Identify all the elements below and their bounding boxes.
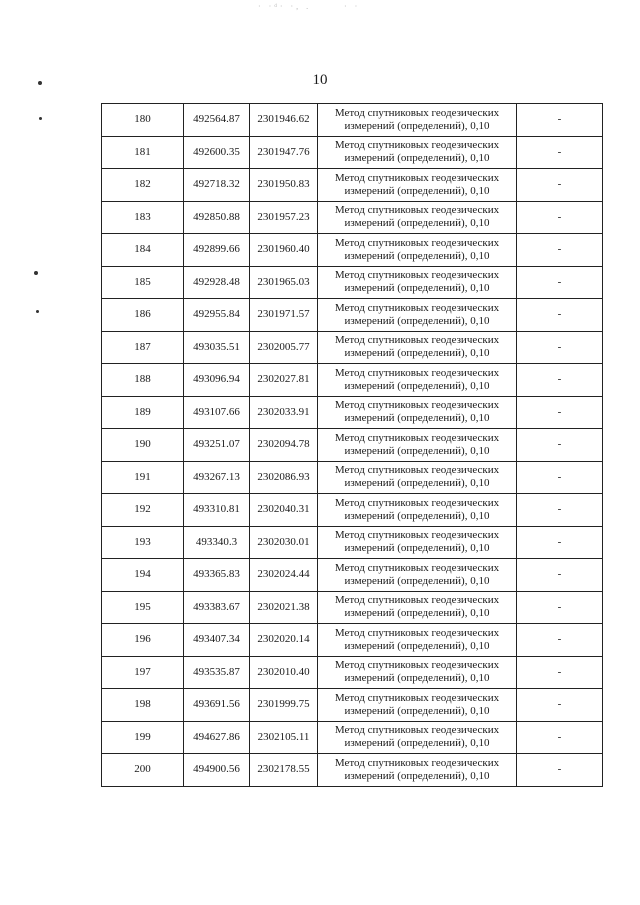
y-coordinate-cell: 2302040.31 [250, 494, 318, 527]
description-cell: - [517, 689, 603, 722]
method-cell [318, 169, 517, 202]
method-line-2: измерений (определений), 0,10 [344, 217, 490, 230]
table-row [102, 234, 603, 267]
method-line-1: Метод спутниковых геодезических [334, 659, 500, 672]
description-cell: - [517, 526, 603, 559]
table-row [102, 591, 603, 624]
method-cell [318, 396, 517, 429]
method-cell [318, 429, 517, 462]
table-row [102, 201, 603, 234]
x-coordinate-cell: 492928.48 [184, 266, 250, 299]
method-cell [318, 656, 517, 689]
method-line-2: измерений (определений), 0,10 [344, 119, 490, 132]
point-number-cell: 197 [102, 656, 184, 689]
method-line-2: измерений (определений), 0,10 [344, 347, 490, 360]
table-row [102, 266, 603, 299]
description-cell: - [517, 559, 603, 592]
x-coordinate-cell: 493340.3 [184, 526, 250, 559]
description-cell: - [517, 591, 603, 624]
x-coordinate-cell: 493535.87 [184, 656, 250, 689]
x-coordinate-cell: 492850.88 [184, 201, 250, 234]
point-number-cell: 195 [102, 591, 184, 624]
method-cell [318, 201, 517, 234]
method-line-1: Метод спутниковых геодезических [334, 561, 500, 574]
scan-speck [34, 271, 38, 275]
method-line-1: Метод спутниковых геодезических [334, 691, 500, 704]
y-coordinate-cell: 2301946.62 [250, 104, 318, 137]
method-line-2: измерений (определений), 0,10 [344, 574, 490, 587]
point-number-cell: 187 [102, 331, 184, 364]
y-coordinate-cell: 2302005.77 [250, 331, 318, 364]
scan-speck [36, 310, 39, 313]
point-number-cell: 191 [102, 461, 184, 494]
description-cell: - [517, 429, 603, 462]
method-line-2: измерений (определений), 0,10 [344, 672, 490, 685]
point-number-cell: 180 [102, 104, 184, 137]
table-row [102, 104, 603, 137]
method-cell [318, 364, 517, 397]
x-coordinate-cell: 492600.35 [184, 136, 250, 169]
y-coordinate-cell: 2301960.40 [250, 234, 318, 267]
method-line-2: измерений (определений), 0,10 [344, 477, 490, 490]
method-line-2: измерений (определений), 0,10 [344, 152, 490, 165]
y-coordinate-cell: 2302021.38 [250, 591, 318, 624]
table-row [102, 494, 603, 527]
method-line-2: измерений (определений), 0,10 [344, 379, 490, 392]
coordinates-table [101, 103, 603, 787]
table-row [102, 169, 603, 202]
point-number-cell: 189 [102, 396, 184, 429]
y-coordinate-cell: 2302030.01 [250, 526, 318, 559]
description-cell: - [517, 754, 603, 787]
point-number-cell: 199 [102, 721, 184, 754]
point-number-cell: 184 [102, 234, 184, 267]
method-cell [318, 299, 517, 332]
method-line-1: Метод спутниковых геодезических [334, 139, 500, 152]
table-row [102, 331, 603, 364]
table-row [102, 461, 603, 494]
description-cell: - [517, 396, 603, 429]
description-cell: - [517, 331, 603, 364]
method-line-1: Метод спутниковых геодезических [334, 171, 500, 184]
description-cell: - [517, 201, 603, 234]
method-line-1: Метод спутниковых геодезических [334, 204, 500, 217]
x-coordinate-cell: 493107.66 [184, 396, 250, 429]
table-row [102, 689, 603, 722]
x-coordinate-cell: 493267.13 [184, 461, 250, 494]
point-number-cell: 185 [102, 266, 184, 299]
point-number-cell: 200 [102, 754, 184, 787]
method-cell [318, 461, 517, 494]
description-cell: - [517, 234, 603, 267]
x-coordinate-cell: 494900.56 [184, 754, 250, 787]
description-cell: - [517, 136, 603, 169]
y-coordinate-cell: 2302027.81 [250, 364, 318, 397]
method-cell [318, 331, 517, 364]
method-line-1: Метод спутниковых геодезических [334, 594, 500, 607]
point-number-cell: 186 [102, 299, 184, 332]
x-coordinate-cell: 494627.86 [184, 721, 250, 754]
method-line-1: Метод спутниковых геодезических [334, 464, 500, 477]
method-line-1: Метод спутниковых геодезических [334, 431, 500, 444]
x-coordinate-cell: 493035.51 [184, 331, 250, 364]
method-cell [318, 591, 517, 624]
scan-artifact: · ·ᵈ· ·, . [258, 2, 312, 11]
method-cell [318, 234, 517, 267]
y-coordinate-cell: 2301947.76 [250, 136, 318, 169]
x-coordinate-cell: 492718.32 [184, 169, 250, 202]
method-line-2: измерений (определений), 0,10 [344, 249, 490, 262]
point-number-cell: 188 [102, 364, 184, 397]
method-line-2: измерений (определений), 0,10 [344, 412, 490, 425]
page-number: 10 [312, 72, 328, 88]
description-cell: - [517, 494, 603, 527]
method-line-2: измерений (определений), 0,10 [344, 704, 490, 717]
method-line-2: измерений (определений), 0,10 [344, 607, 490, 620]
table-row [102, 299, 603, 332]
y-coordinate-cell: 2302010.40 [250, 656, 318, 689]
method-line-2: измерений (определений), 0,10 [344, 737, 490, 750]
x-coordinate-cell: 493251.07 [184, 429, 250, 462]
point-number-cell: 194 [102, 559, 184, 592]
x-coordinate-cell: 493096.94 [184, 364, 250, 397]
method-line-2: измерений (определений), 0,10 [344, 542, 490, 555]
method-line-2: измерений (определений), 0,10 [344, 184, 490, 197]
table-row [102, 364, 603, 397]
description-cell: - [517, 461, 603, 494]
x-coordinate-cell: 492955.84 [184, 299, 250, 332]
y-coordinate-cell: 2302086.93 [250, 461, 318, 494]
y-coordinate-cell: 2302020.14 [250, 624, 318, 657]
method-cell [318, 526, 517, 559]
y-coordinate-cell: 2301965.03 [250, 266, 318, 299]
x-coordinate-cell: 492564.87 [184, 104, 250, 137]
y-coordinate-cell: 2302178.55 [250, 754, 318, 787]
y-coordinate-cell: 2302033.91 [250, 396, 318, 429]
table-row [102, 721, 603, 754]
method-line-1: Метод спутниковых геодезических [334, 724, 500, 737]
point-number-cell: 181 [102, 136, 184, 169]
point-number-cell: 192 [102, 494, 184, 527]
method-line-1: Метод спутниковых геодезических [334, 334, 500, 347]
description-cell: - [517, 624, 603, 657]
y-coordinate-cell: 2302094.78 [250, 429, 318, 462]
method-line-2: измерений (определений), 0,10 [344, 639, 490, 652]
description-cell: - [517, 299, 603, 332]
x-coordinate-cell: 493383.67 [184, 591, 250, 624]
table-row [102, 396, 603, 429]
method-cell [318, 689, 517, 722]
method-line-1: Метод спутниковых геодезических [334, 366, 500, 379]
point-number-cell: 182 [102, 169, 184, 202]
description-cell: - [517, 169, 603, 202]
table-row [102, 136, 603, 169]
method-cell [318, 494, 517, 527]
y-coordinate-cell: 2301999.75 [250, 689, 318, 722]
method-line-2: измерений (определений), 0,10 [344, 314, 490, 327]
x-coordinate-cell: 493691.56 [184, 689, 250, 722]
y-coordinate-cell: 2302024.44 [250, 559, 318, 592]
method-cell [318, 559, 517, 592]
table-row [102, 429, 603, 462]
method-line-2: измерений (определений), 0,10 [344, 509, 490, 522]
point-number-cell: 193 [102, 526, 184, 559]
method-cell [318, 136, 517, 169]
description-cell: - [517, 266, 603, 299]
x-coordinate-cell: 493365.83 [184, 559, 250, 592]
point-number-cell: 190 [102, 429, 184, 462]
scan-artifact: · · [344, 2, 361, 11]
description-cell: - [517, 656, 603, 689]
method-line-2: измерений (определений), 0,10 [344, 769, 490, 782]
method-cell [318, 721, 517, 754]
table-body [102, 104, 603, 787]
table-row [102, 559, 603, 592]
method-cell [318, 266, 517, 299]
scan-speck [39, 117, 42, 120]
method-cell [318, 624, 517, 657]
table-row [102, 624, 603, 657]
y-coordinate-cell: 2301971.57 [250, 299, 318, 332]
description-cell: - [517, 104, 603, 137]
method-line-1: Метод спутниковых геодезических [334, 756, 500, 769]
method-line-1: Метод спутниковых геодезических [334, 529, 500, 542]
y-coordinate-cell: 2301957.23 [250, 201, 318, 234]
point-number-cell: 183 [102, 201, 184, 234]
table-row [102, 656, 603, 689]
y-coordinate-cell: 2302105.11 [250, 721, 318, 754]
method-line-1: Метод спутниковых геодезических [334, 496, 500, 509]
x-coordinate-cell: 493407.34 [184, 624, 250, 657]
description-cell: - [517, 721, 603, 754]
method-line-1: Метод спутниковых геодезических [334, 301, 500, 314]
method-line-2: измерений (определений), 0,10 [344, 282, 490, 295]
method-line-1: Метод спутниковых геодезических [334, 626, 500, 639]
method-line-1: Метод спутниковых геодезических [334, 399, 500, 412]
method-line-2: измерений (определений), 0,10 [344, 444, 490, 457]
method-line-1: Метод спутниковых геодезических [334, 106, 500, 119]
description-cell: - [517, 364, 603, 397]
method-line-1: Метод спутниковых геодезических [334, 269, 500, 282]
x-coordinate-cell: 493310.81 [184, 494, 250, 527]
x-coordinate-cell: 492899.66 [184, 234, 250, 267]
table-row [102, 526, 603, 559]
point-number-cell: 196 [102, 624, 184, 657]
method-line-1: Метод спутниковых геодезических [334, 236, 500, 249]
method-cell [318, 104, 517, 137]
point-number-cell: 198 [102, 689, 184, 722]
y-coordinate-cell: 2301950.83 [250, 169, 318, 202]
method-cell [318, 754, 517, 787]
table-row [102, 754, 603, 787]
